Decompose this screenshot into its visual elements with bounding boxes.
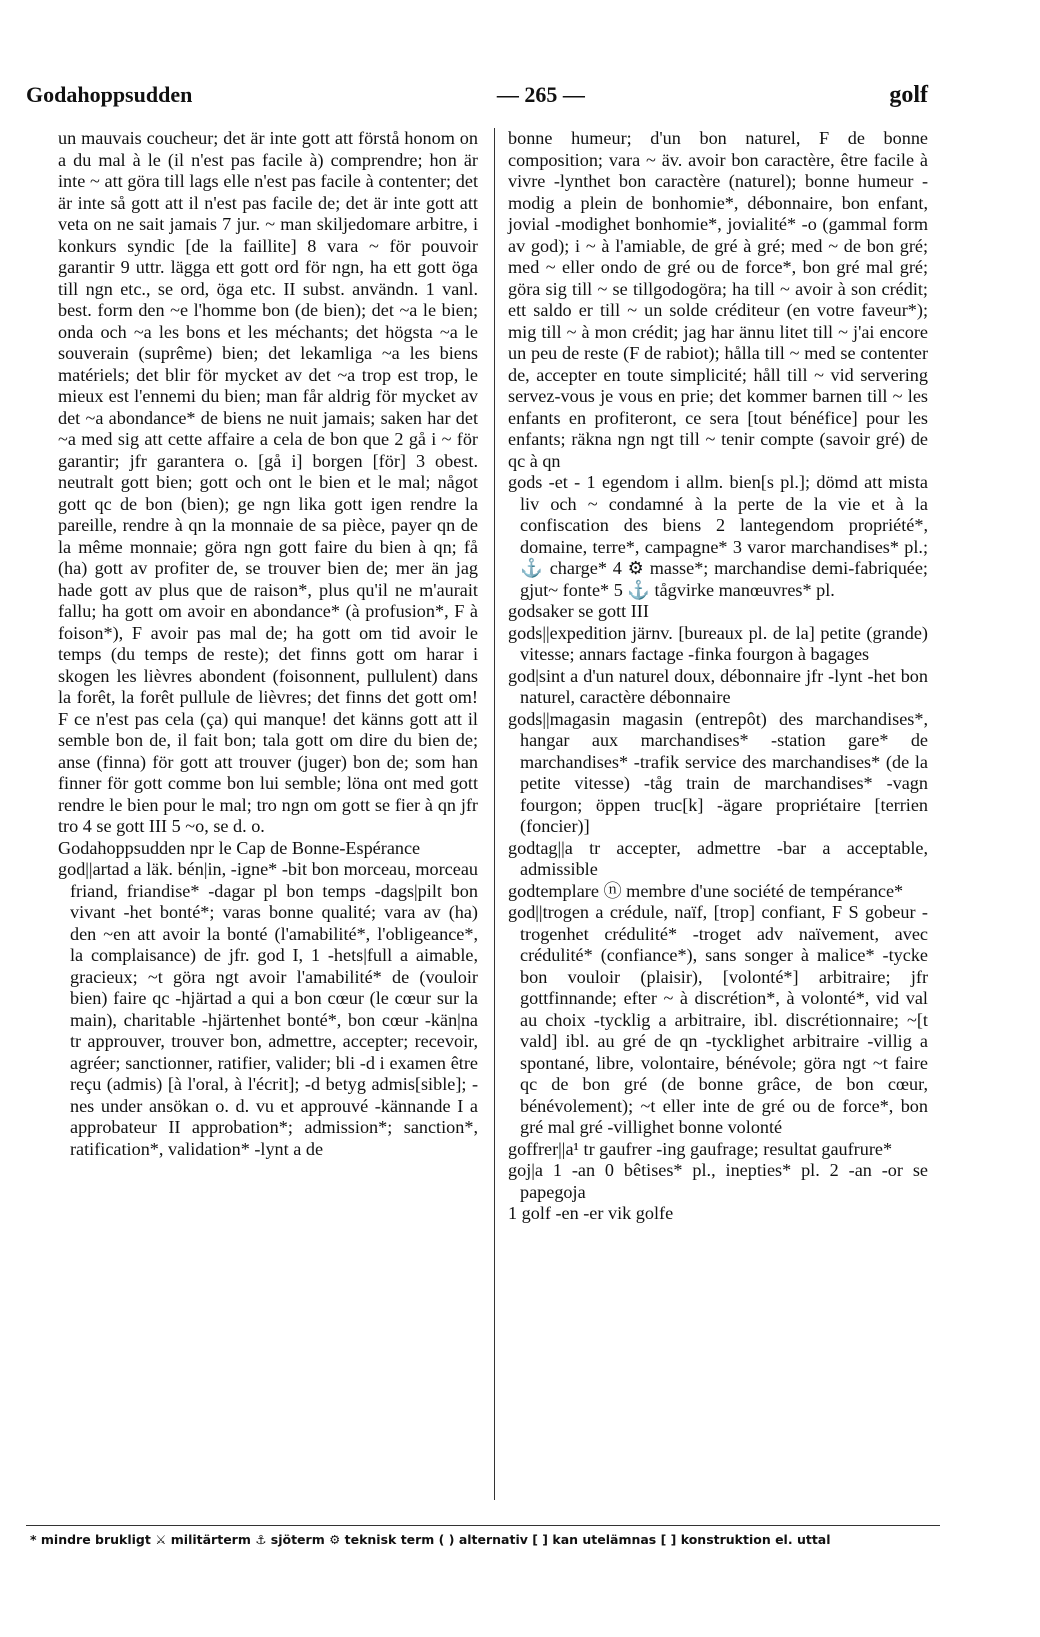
entry-godtemplare: godtemplare ⓝ membre d'une société de tempérance*: [508, 880, 904, 901]
footer-rule: [26, 1525, 940, 1526]
entry-godtrogen: god||trogen a crédule, naïf, [trop] confiant, F S gobeur -trogenhet crédulité* -troget adv naïvement, avec crédulité* (confiance*), sans songer à malice* -tycke bon vouloir (plaisir), [volonté*] arbitraire; jfr gottfinnande; efter ~ à discrétion*, à volonté*, vid val au choix -tycklig a arbitraire, ibl. discrétionnaire; ~[t vald] ibl. au gré de qn -tycklighet arbitraire -villig a spontané, libre, volontaire, bénévole; göra ngt ~t faire qc de bon gré (de bonne grâce, de bon cœur, bénévolement); ~t eller inte de gré ou de force*, bon gré mal gré -villighet bonne volonté: [508, 902, 928, 1137]
entry-godsexpedition: gods||expedition järnv. [bureaux pl. de la] petite (grande) vitesse; annars factage -finka fourgon à bagages: [508, 622, 928, 664]
left-column: [58, 128, 478, 1160]
entry-godsint: god|sint a d'un naturel doux, débonnaire jfr -lynt -het bon naturel, caractère débonnaire: [508, 665, 928, 707]
symbol-legend: * mindre brukligt ⚔ militärterm ⚓ sjöterm ⚙ teknisk term ( ) alternativ [ ] kan utelämnas [ ] konstruktion el. uttal: [30, 1532, 831, 1547]
entry-gods: gods -et - 1 egendom i allm. bien[s pl.]; dömd att mista liv och ~ condamné à la perte de la vie et à la confiscation des biens 2 lantegendom propriété*, domaine, terre*, campagne* 3 varor marchandises* pl.; ⚓ charge* 4 ⚙ masse*; marchandise demi-fabriquée; gjut~ fonte* 5 ⚓ tågvirke manœuvres* pl.: [508, 472, 928, 600]
entry-godsmagasin: gods||magasin magasin (entrepôt) des marchandises*, hangar aux marchandises* -station gare* de marchandises* -trafik service des marchandises* (de la petite vitesse) -tåg train de marchandises* -vagn fourgon; öppen truc[k] -ägare propriétaire [terrien (foncier)]: [508, 708, 928, 836]
header-guide-word-left: Godahoppsudden: [26, 82, 193, 107]
entry-goffrera: goffrer||a¹ tr gaufrer -ing gaufrage; resultat gaufrure*: [508, 1138, 893, 1159]
entry-golf: 1 golf -en -er vik golfe: [508, 1203, 674, 1223]
entry-godartad: god||artad a läk. bén|in, -igne* -bit bon morceau, morceau friand, friandise* -dagar pl bon temps -dags|pilt bon vivant -het bonté*; varas bonne qualité; vara av (ha) den ~en att avoir la bonté (l'amabilité*, l'obligeance*, la complaisance) de jfr. god I, 1 -hets|full a aimable, gracieux; ~t göra ngt avoir l'amabilité* de (vouloir bien) faire qc -hjärtad a qui a bon cœur (le cœur sur la main), charitable -hjärtenhet bonté*, bon cœur -kän|na tr approuver, trouver bon, admettre, accepter; recevoir, agréer; sanctionner, ratifier, valider; bli -d i examen être reçu (admis) [à l'oral, à l'écrit]; -d betyg admis[sible]; -nes under ansökan o. d. vu et approuvé -kännande I a approbateur II approbation*; admission*; sanction*, ratification*, validation* -lynt a de: [58, 859, 478, 1159]
entry-godsaker: godsaker se gott III: [508, 601, 649, 621]
column-divider: [494, 128, 495, 1500]
right-column: [508, 128, 928, 1225]
entry-god-continued: un mauvais coucheur; det är inte gott att förstå honom on a du mal à le (il n'est pas facile à) comprendre; hon är inte ~ att göra till lags elle n'est pas facile à contenter; det är inte så gott att il n'est pas facile de; det är inte gott att veta on ne sait jamais 7 jur. ~ man skiljedomare arbitre, i konkurs syndic [de la faillite] 8 vara ~ för pouvoir garantir 9 uttr. lägga ett gott ord för ngn, ha ett gott öga till ngn etc., se ord, öga etc. II subst. användn. 1 vanl. best. form den ~e l'homme bon (de bien); det ~a le bien; onda och ~a les bons et les méchants; det högsta ~a le souverain (suprême) bien; det lekamliga ~a les biens matériels; det blir för mycket av det ~a trop est trop, le mieux est l'ennemi du bien; man får aldrig för mycket av det ~a abondance* de biens ne nuit jamais; saken har det ~a med sig att cette affaire a cela de bon que 2 gå i ~ för garantir; jfr garantera o. [gå i] borgen [för] 3 obest. neutralt gott bien; gott och ont le bien et le mal; något gott qc de bon (bien); ge ngn lika gott igen rendre la pareille, rendre à qn la monnaie de sa pièce, payer qn de la même monnaie; göra ngn gott faire du bien à qn; få (ha) gott av profiter de, se trouver bien de; mer än jag hade gott av plus que de raison*, plus qu'il ne m'aurait fallu; ha gott om avoir en abondance* (à profusion*, F à foison*), F avoir pas mal de; ha gott om tid avoir le temps (du temps de reste); det finns gott om harar i skogen les lièvres abondent (foisonnent, pullulent) dans la forêt, la forêt pullule de lièvres; det finns det gott om! F ce n'est pas cela (ça) qui manque! det känns gott att il semble bon de, il fait bon; tala gott om dire du bien de; anse (finna) för gott att trouver (juger) bon de; som han finner för gott comme bon lui semble; löna ont med gott rendre le bien pour le mal; tro ngn om gott se fier à qn jfr tro 4 se gott III 5 ~o, se d. o.: [58, 128, 478, 836]
entry-godahoppsudden: Godahoppsudden npr le Cap de Bonne-Espérance: [58, 837, 421, 858]
page-number: — 265 —: [496, 82, 585, 107]
entry-godtaga: godtag||a tr accepter, admettre -bar a acceptable, admissible: [508, 837, 928, 879]
entry-godlynt-continued: bonne humeur; d'un bon naturel, F de bonne composition; vara ~ äv. avoir bon caractère, être facile à vivre -lynthet bon caractère (naturel); bonne humeur -modig a plein de bonhomie*, débonnaire, bon enfant, jovial -modighet bonhomie*, jovialité* -o (gammal form av god); i ~ à l'amiable, de gré à gré; med ~ de bon gré; med ~ eller ondo de gré ou de force*, bon gré mal gré; göra sig till ~ se tillgodogöra; ha till ~ avoir à son crédit; ett saldo er till ~ un solde créditeur (en votre faveur*); mig till ~ à mon crédit; jag har ännu litet till ~ j'ai encore un peu de reste (F de rabiot); hålla till ~ med se contenter de, accepter en toute simplicité; håll till ~ vid servering servez-vous je vous en prie; det kommer barnen till ~ les enfants en profiteront, ce sera [tout bénéfice] pour les enfants; räkna ngn ngt till ~ tenir compte (savoir gré) de qc à qn: [508, 128, 928, 471]
header-guide-word-right: golf: [889, 82, 928, 108]
page-header: [26, 82, 928, 118]
entry-goja: goj|a 1 -an 0 bêtises* pl., inepties* pl. 2 -an -or se papegoja: [508, 1160, 928, 1202]
